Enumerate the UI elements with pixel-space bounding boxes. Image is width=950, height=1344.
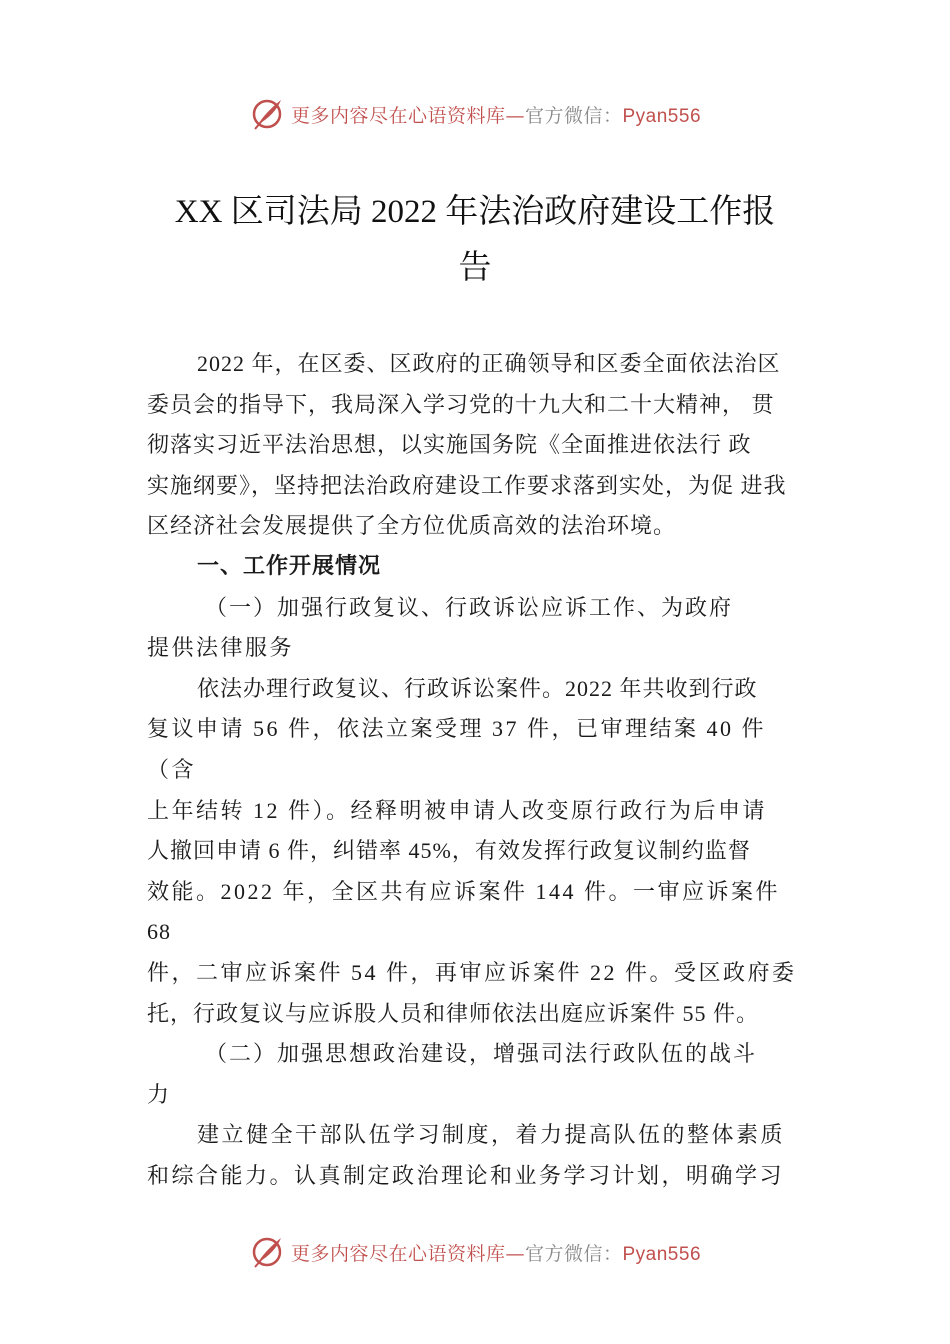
quill-logo-icon [249,1234,285,1270]
banner-main-text: 更多内容尽在心语资料库 [290,104,506,127]
quill-logo-icon [249,96,285,132]
banner-dash: — [505,1242,525,1265]
banner-official-label: 官方微信： [524,104,623,127]
body-line: 区经济社会发展提供了全方位优质高效的法治环境。 [147,513,677,539]
banner-official-label: 官方微信： [524,1242,623,1265]
section-heading: 一、工作开展情况 [197,553,382,579]
title-line-1: XX 区司法局 2022 年法治政府建设工作报 [174,194,776,230]
banner-wechat-id: Pyan556 [622,105,702,127]
banner-content [249,1234,701,1270]
subsection-heading: （一）加强行政复议、行政诉讼应诉工作、为政府 [205,594,734,620]
subsection-heading-cont: 力 [147,1081,171,1107]
body-line: 复议申请 56 件，依法立案受理 37 件，已审理结案 40 件 [147,716,767,742]
subsection-heading-cont: 提供法律服务 [147,635,295,661]
body-line: 实施纲要》，坚持把法治政府建设工作要求落到实处，为促 进我 [147,472,787,498]
body-line: 效能。2022 年，全区共有应诉案件 144 件。一审应诉案件 [147,878,781,904]
body-line: 委员会的指导下，我局深入学习党的十九大和二十大精神， 贯 [147,391,775,417]
body-line: 人撤回申请 6 件，纠错率 45%，有效发挥行政复议制约监督 [147,838,751,864]
footer-banner [0,1232,950,1272]
body-line: 件，二审应诉案件 54 件，再审应诉案件 22 件。受区政府委 [147,959,797,985]
body-line: 托，行政复议与应诉股人员和律师依法出庭应诉案件 55 件。 [147,1000,760,1026]
banner-main-text: 更多内容尽在心语资料库 [290,1242,506,1265]
banner-text [291,1239,701,1266]
banner-content [249,96,701,132]
document-body [147,344,837,1196]
header-banner [0,94,950,134]
body-line: 上年结转 12 件）。经释明被申请人改变原行政行为后申请 [147,797,768,823]
banner-wechat-id: Pyan556 [622,1243,702,1265]
body-line: 68 [147,919,171,945]
document-title [120,184,830,296]
title-line-2: 告 [458,250,492,286]
body-line: 和综合能力。认真制定政治理论和业务学习计划，明确学习 [147,1162,785,1188]
body-line: 建立健全干部队伍学习制度，着力提高队伍的整体素质 [197,1122,786,1148]
body-line: 2022 年，在区委、区政府的正确领导和区委全面依法治区 [197,351,781,376]
body-line: 依法办理行政复议、行政诉讼案件。2022 年共收到行政 [197,675,758,701]
body-line: （含 [147,756,197,782]
banner-dash: — [505,104,525,127]
subsection-heading: （二）加强思想政治建设，增强司法行政队伍的战斗 [205,1041,758,1067]
body-line: 彻落实习近平法治思想，以实施国务院《全面推进依法行 政 [147,432,752,458]
banner-text [291,101,701,128]
